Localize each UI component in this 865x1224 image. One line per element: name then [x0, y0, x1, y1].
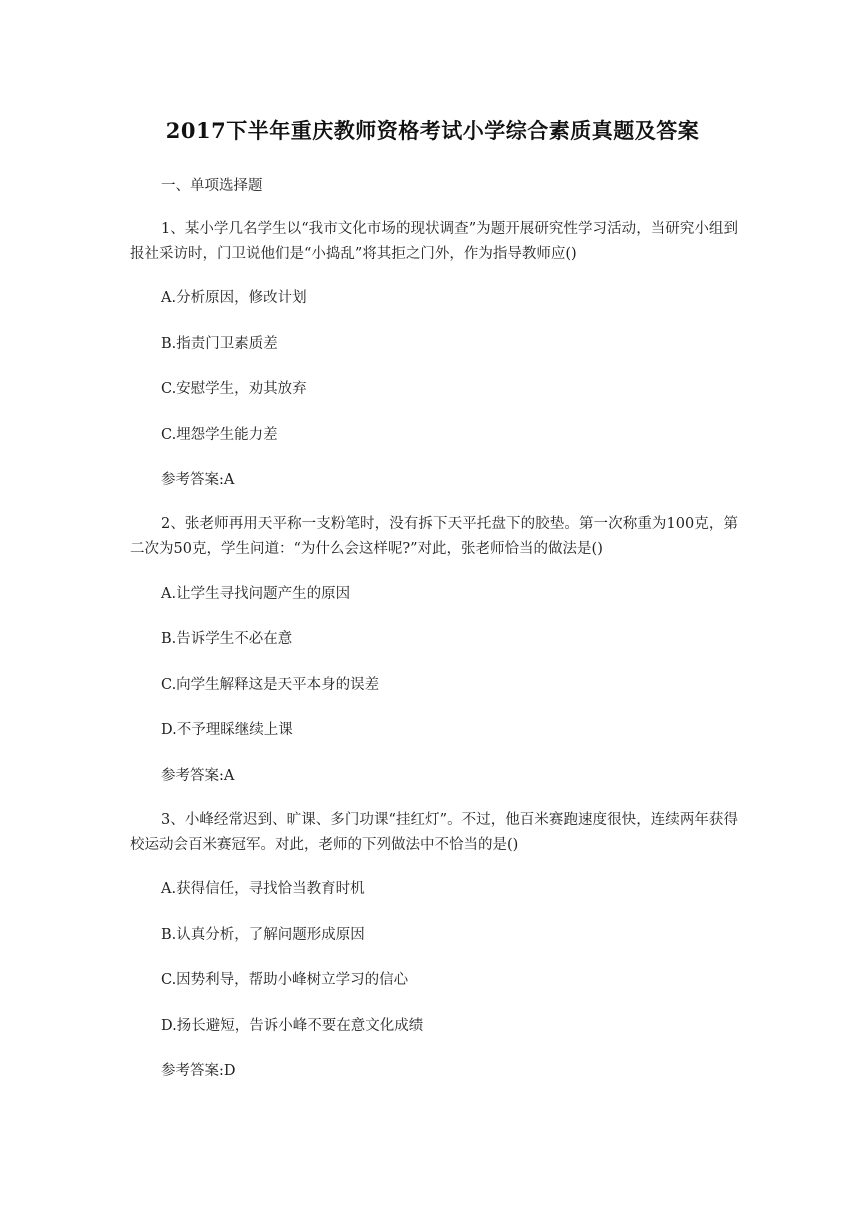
question-1-option-a: A.分析原因，修改计划: [161, 290, 307, 306]
question-2-option-c: C.向学生解释这是天平本身的误差: [161, 677, 380, 693]
question-2-answer: 参考答案:A: [161, 768, 235, 784]
question-3-answer: 参考答案:D: [161, 1063, 236, 1079]
question-1-option-b: B.指责门卫素质差: [161, 336, 278, 352]
question-2-option-d: D.不予理睬继续上课: [161, 722, 293, 738]
section-heading: 一、单项选择题: [161, 178, 263, 194]
question-2-option-b: B.告诉学生不必在意: [161, 631, 293, 647]
question-3-option-c: C.因势利导，帮助小峰树立学习的信心: [161, 972, 409, 988]
document-title: 2017下半年重庆教师资格考试小学综合素质真题及答案: [165, 118, 700, 143]
question-1-stem: 1、某小学几名学生以“我市文化市场的现状调查”为题开展研究性学习活动，当研究小组到报社采访时，门卫说他们是“小捣乱”将其拒之门外，作为指导教师应(): [130, 221, 738, 262]
question-1-option-c: C.安慰学生，劝其放弃: [161, 381, 307, 397]
question-3-option-b: B.认真分析，了解问题形成原因: [161, 927, 365, 943]
question-3-option-d: D.扬长避短，告诉小峰不要在意文化成绩: [161, 1018, 424, 1034]
question-3-stem: 3、小峰经常迟到、旷课、多门功课“挂红灯”。不过，他百米赛跑速度很快，连续两年获得校运动会百米赛冠军。对此，老师的下列做法中不恰当的是(): [130, 812, 738, 853]
question-2-option-a: A.让学生寻找问题产生的原因: [161, 586, 351, 602]
question-3-option-a: A.获得信任，寻找恰当教育时机: [161, 881, 365, 897]
question-1-answer: 参考答案:A: [161, 472, 235, 488]
question-2-stem: 2、张老师再用天平称一支粉笔时，没有拆下天平托盘下的胶垫。第一次称重为100克，第二次为50克，学生问道：“为什么会这样呢?”对此，张老师恰当的做法是(): [130, 516, 738, 557]
question-1-option-d: C.埋怨学生能力差: [161, 427, 278, 443]
